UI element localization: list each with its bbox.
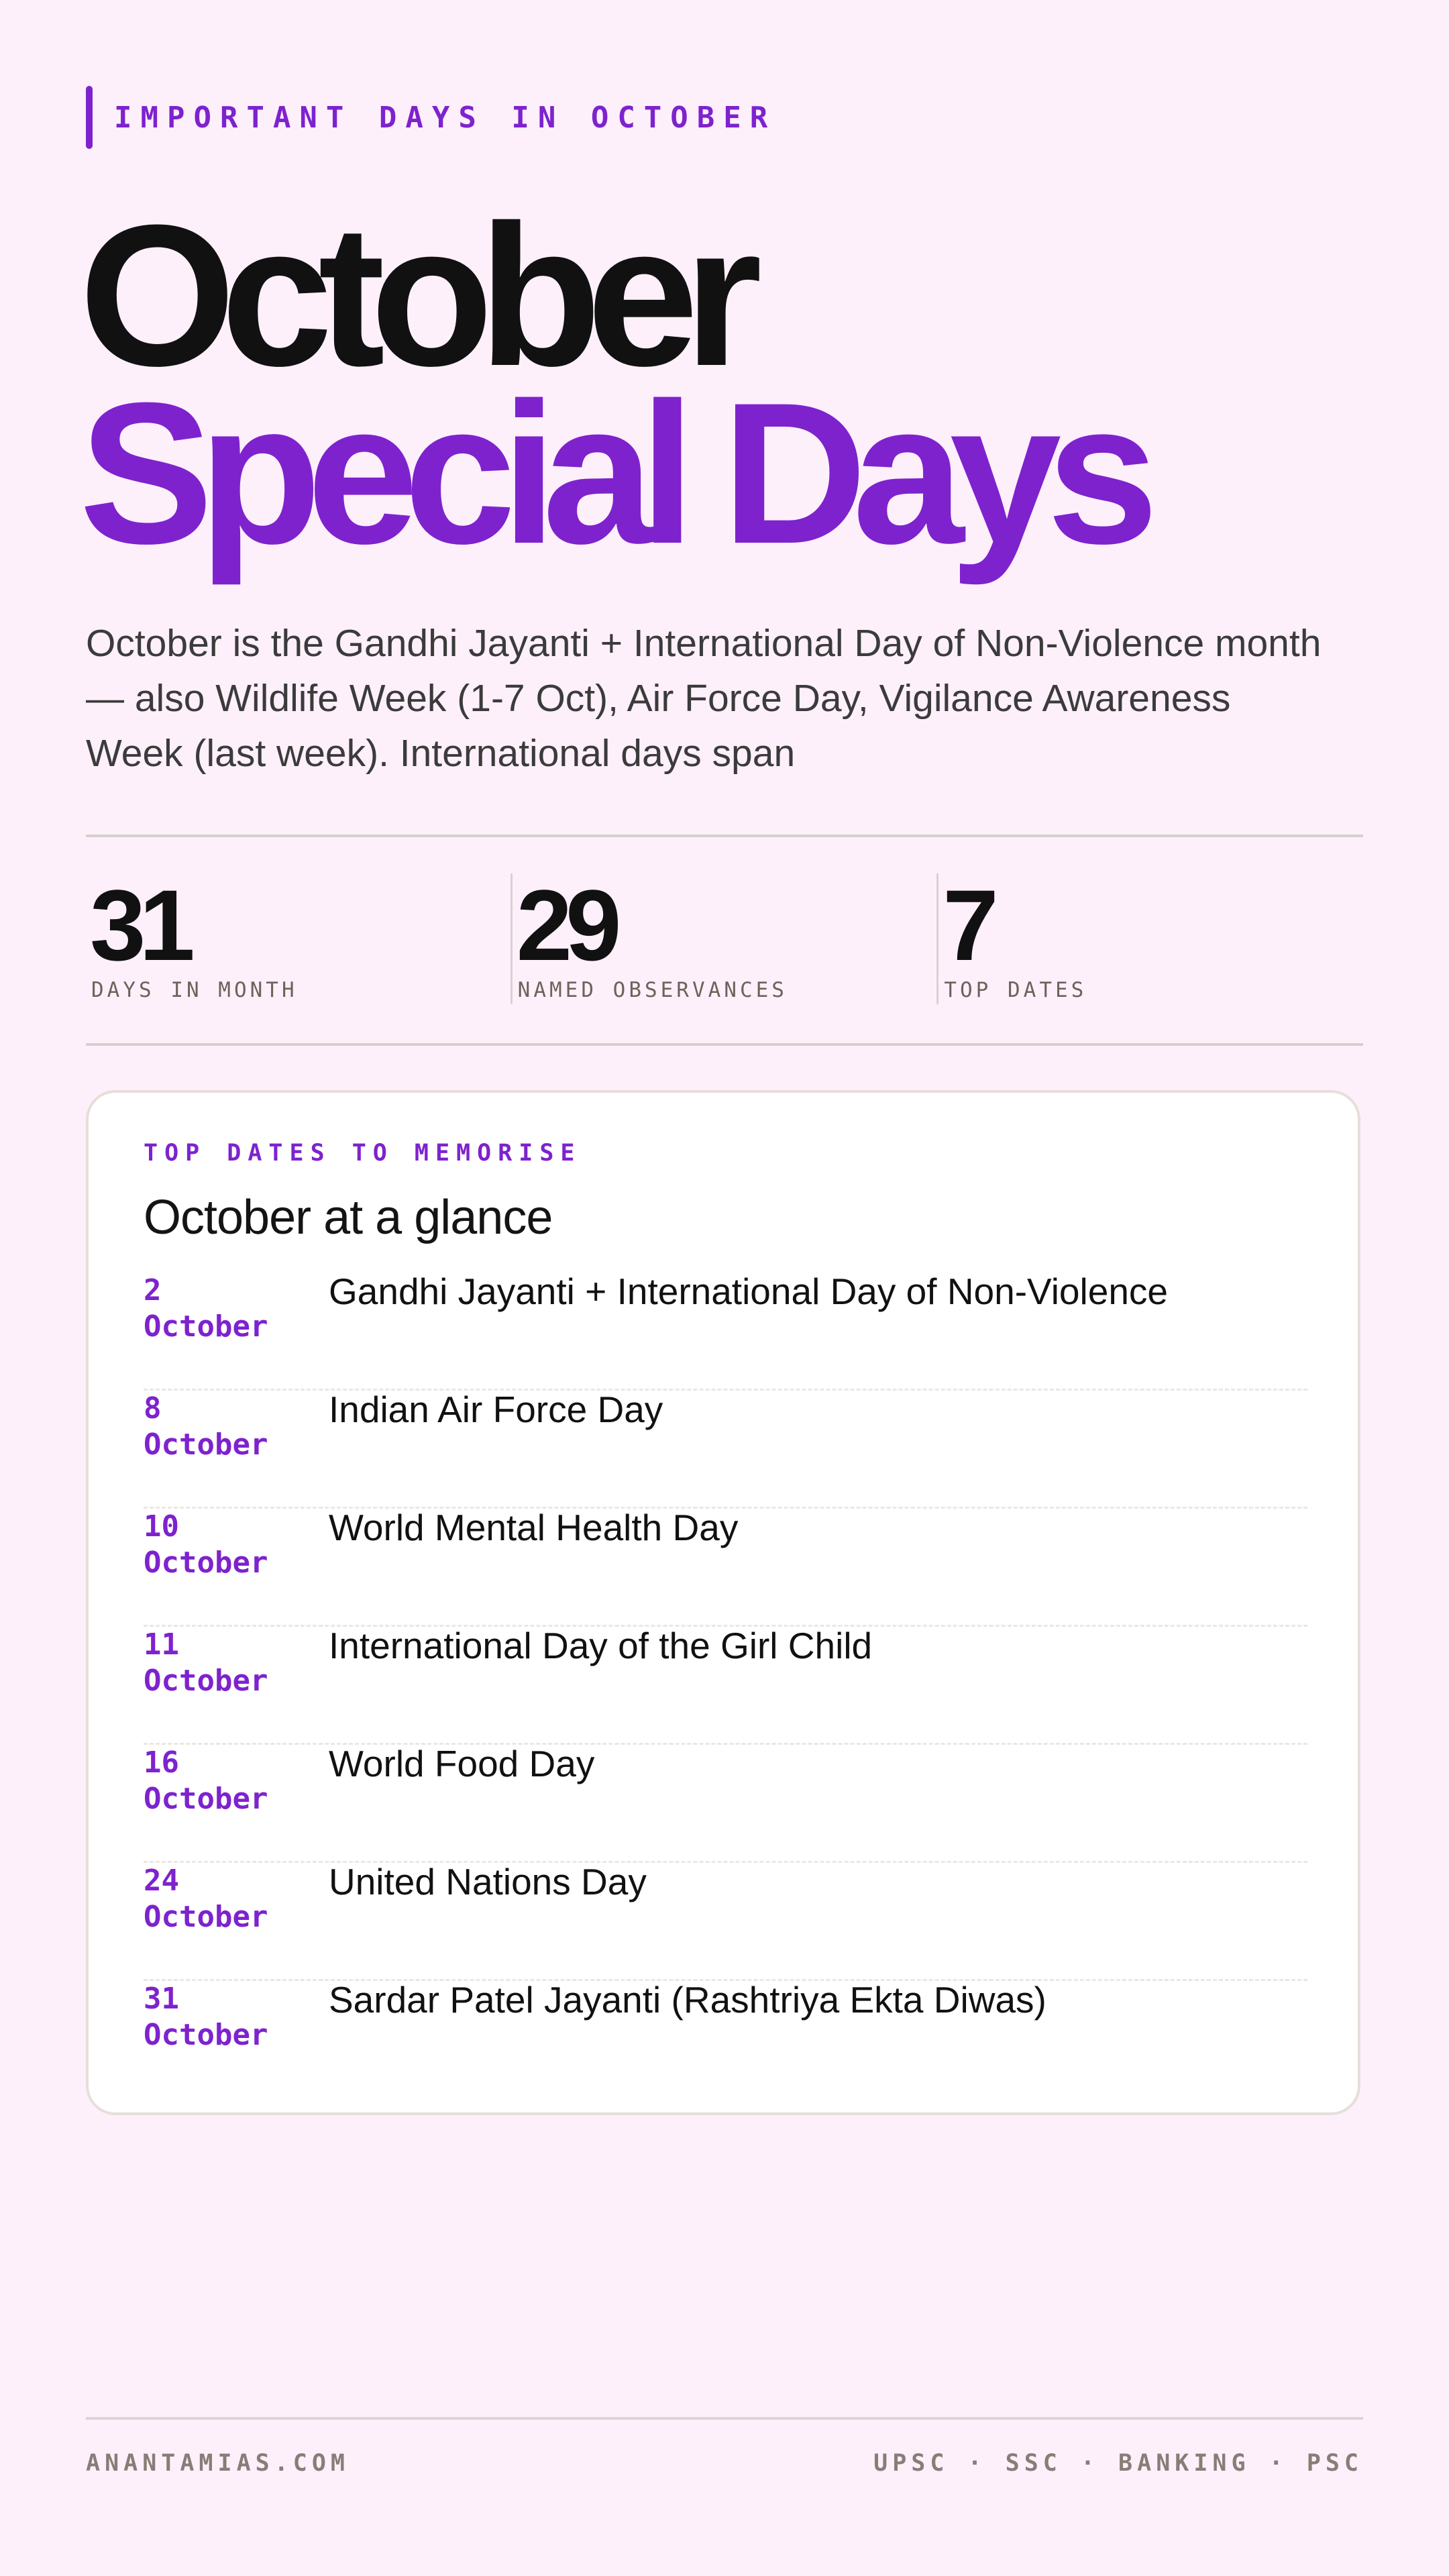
page-title-line-2: Special Days [79, 360, 1144, 586]
list-item [144, 1981, 1307, 2099]
list-item [144, 1745, 1307, 1863]
date-day: 11 [144, 1627, 179, 1662]
eyebrow-accent-bar [86, 86, 93, 149]
stat-value: 7 [943, 869, 992, 981]
footer-exam-tags: UPSC · SSC · BANKING · PSC [873, 2450, 1363, 2477]
date-month: October [144, 1664, 268, 1698]
date-label [144, 1273, 318, 1345]
event-name: Sardar Patel Jayanti (Rashtriya Ekta Diwas) [329, 1979, 1046, 2021]
card-kicker: TOP DATES TO MEMORISE [144, 1140, 582, 1167]
card-title: October at a glance [144, 1191, 553, 1244]
date-label [144, 1627, 318, 1699]
stats-top-divider [86, 835, 1363, 837]
date-month: October [144, 1546, 268, 1580]
page-title-line-1: October [79, 182, 748, 408]
stat-top-dates [936, 869, 1363, 1004]
date-day: 31 [144, 1982, 179, 2016]
event-name: World Food Day [329, 1743, 595, 1784]
footer-divider [86, 2417, 1363, 2420]
stat-named-observances [511, 869, 937, 1004]
date-label [144, 1745, 318, 1817]
list-item [144, 1627, 1307, 1745]
intro-paragraph: October is the Gandhi Jayanti + International Day of Non-Violence month — also Wildlife Week (1-7 Oct), Air Force Day, Vigilance Awareness Week (last week). International days span [86, 622, 1322, 775]
date-day: 10 [144, 1509, 179, 1544]
date-month: October [144, 1428, 268, 1462]
list-item [144, 1273, 1307, 1391]
stat-value: 29 [516, 869, 615, 981]
event-name: United Nations Day [329, 1861, 647, 1902]
event-name: International Day of the Girl Child [329, 1625, 873, 1666]
stat-days-in-month [86, 869, 511, 1004]
date-label [144, 1863, 318, 1935]
date-month: October [144, 1782, 268, 1816]
date-day: 16 [144, 1746, 179, 1780]
date-day: 24 [144, 1864, 179, 1898]
eyebrow [86, 86, 776, 149]
footer-site-link[interactable]: ANANTAMIAS.COM [86, 2450, 350, 2477]
event-name: Indian Air Force Day [329, 1389, 663, 1430]
date-label [144, 1981, 318, 2053]
date-month: October [144, 2018, 268, 2052]
list-item [144, 1509, 1307, 1627]
dates-list [144, 1273, 1307, 2099]
stat-label: TOP DATES [944, 978, 1087, 1002]
stats-row [86, 869, 1363, 1004]
top-dates-card [86, 1090, 1360, 2115]
date-label [144, 1391, 318, 1463]
page [79, 0, 1363, 2576]
date-month: October [144, 1309, 268, 1344]
eyebrow-label: IMPORTANT DAYS IN OCTOBER [114, 100, 777, 135]
date-label [144, 1509, 318, 1581]
list-item [144, 1863, 1307, 1981]
stat-value: 31 [90, 869, 189, 981]
date-day: 8 [144, 1391, 162, 1426]
event-name: World Mental Health Day [329, 1507, 739, 1548]
stat-label: NAMED OBSERVANCES [517, 978, 788, 1002]
stats-bottom-divider [86, 1043, 1363, 1046]
list-item [144, 1391, 1307, 1509]
date-month: October [144, 1900, 268, 1934]
date-day: 2 [144, 1273, 162, 1307]
stat-label: DAYS IN MONTH [91, 978, 298, 1002]
event-name: Gandhi Jayanti + International Day of Non-Violence [329, 1271, 1169, 1312]
